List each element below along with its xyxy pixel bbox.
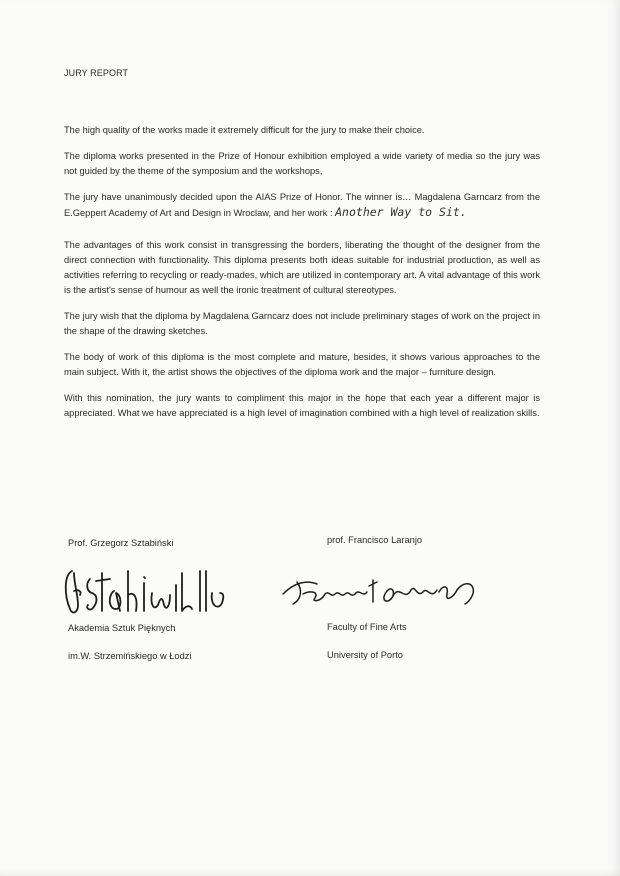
paragraph-advantages: The advantages of this work consist in transgressing the borders, liberating the thought of the designer from the direct connection with functionality. This diploma presents both ideas suitable for industrial production, as well as activities referring to recycling or ready-mades, which are utilized in contemporary art. A vital advantage of this work is the artist's sense of humour as well the ironic treatment of cultural stereotypes. bbox=[64, 240, 540, 295]
paragraph-quality: The high quality of the works made it extremely difficult for the jury to make their choice. bbox=[64, 125, 425, 135]
signatory-affiliation: Akademia Sztuk Pięknych bbox=[68, 623, 176, 633]
signatory-right bbox=[327, 533, 517, 676]
paragraph-winner bbox=[64, 190, 540, 221]
paragraph-nomination: With this nomination, the jury wants to compliment this major in the hope that each year a different major is appreciated. What we have appreciated is a high level of imagination combined with a high level of realization skills. bbox=[64, 393, 540, 418]
handwritten-work-title: Another Way to Sit. bbox=[335, 205, 467, 219]
signatory-name: prof. Francisco Laranjo bbox=[327, 535, 423, 545]
signatory-name: Prof. Grzegorz Sztabiński bbox=[68, 538, 174, 548]
report-title: JURY REPORT bbox=[64, 68, 129, 78]
signatory-left bbox=[68, 536, 232, 677]
paragraph-sketches: The jury wish that the diploma by Magdalena Garncarz does not include preliminary stages of work on the project in the shape of the drawing sketches. bbox=[64, 311, 540, 336]
signatory-affiliation: im.W. Strzemińskiego w Łodzi bbox=[68, 651, 192, 661]
report-body bbox=[64, 123, 540, 432]
signatory-affiliation: University of Porto bbox=[327, 650, 403, 660]
signatory-affiliation: Faculty of Fine Arts bbox=[327, 622, 407, 632]
handwritten-signature-left bbox=[62, 565, 232, 617]
winner-text: The jury have unanimously decided upon the AIAS Prize of Honor. The winner is… Magdalena Garncarz from the E.Geppert Academy of Art and Design in Wroclaw, and her work : bbox=[64, 192, 540, 218]
paragraph-body-of-work: The body of work of this diploma is the most complete and mature, besides, it shows various approaches to the main subject. With it, the artist shows the objectives of the diploma work and the major – furniture design. bbox=[64, 352, 540, 377]
paragraph-media: The diploma works presented in the Prize of Honour exhibition employed a wide variety of media so the jury was not guided by the theme of the symposium and the workshops, bbox=[64, 151, 540, 176]
handwritten-signature-right bbox=[277, 572, 517, 608]
